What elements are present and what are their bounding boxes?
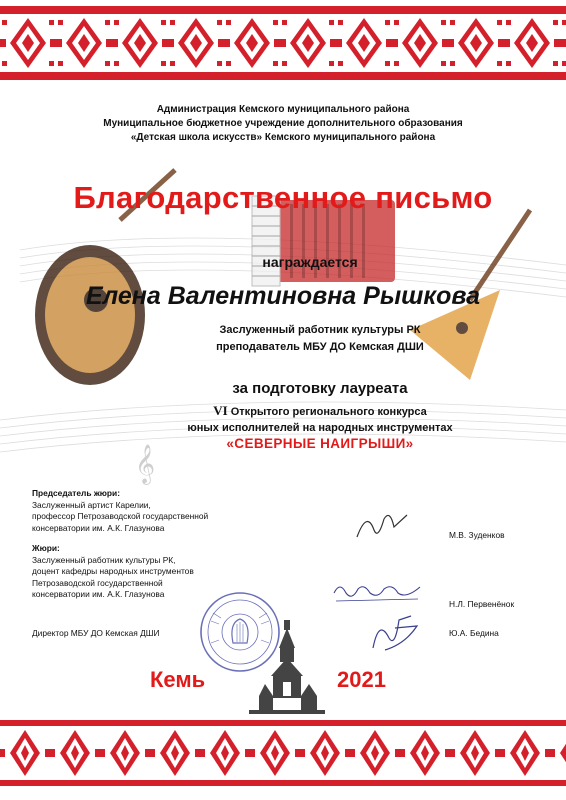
award-reason: за подготовку лауреата (232, 380, 408, 397)
jury-chair-line: Заслуженный артист Карелии, (32, 499, 151, 510)
header-line: Муниципальное бюджетное учреждение дополнительного образования (103, 118, 463, 129)
bottom-ornament-band (0, 720, 566, 786)
footer-year: 2021 (337, 667, 386, 692)
chair-signature-image (352, 505, 412, 545)
jury-chair-label: Председатель жюри: (32, 488, 120, 498)
jury-member-block (32, 543, 194, 601)
jury-member-line: доцент кафедры народных инструментов (32, 566, 194, 577)
recipient-name: Елена Валентиновна Рышкова (85, 282, 481, 310)
jury-member-line: Заслуженный работник культуры РК, (32, 554, 176, 565)
contest-line (100, 403, 540, 420)
rank-line: преподаватель МБУ ДО Кемская ДШИ (216, 341, 424, 353)
member-signer-name: Н.Л. Первенёнок (449, 599, 515, 609)
document-title: Благодарственное письмо (73, 180, 493, 215)
contest-name: «СЕВЕРНЫЕ НАИГРЫШИ» (226, 436, 414, 451)
jury-chair-line: консерватории им. А.К. Глазунова (32, 522, 165, 533)
jury-chair-line: профессор Петрозаводской государственной (32, 511, 209, 522)
issuer-header (0, 103, 566, 145)
jury-member-label: Жюри: (32, 543, 60, 553)
contest-line: юных исполнителей на народных инструментах (187, 422, 453, 434)
contest-description (100, 403, 540, 436)
svg-text:𝄞: 𝄞 (135, 444, 156, 484)
header-line: Администрация Кемского муниципального района (156, 104, 410, 115)
chair-signer-name: М.В. Зуденков (449, 530, 505, 540)
header-line: «Детская школа искусств» Кемского муниципального района (130, 132, 436, 143)
jury-member-line: Петрозаводской государственной (32, 577, 163, 588)
jury-chair-block (32, 488, 208, 534)
director-signature-image (365, 608, 425, 656)
awarded-label: награждается (262, 254, 358, 270)
contest-number: VI (213, 403, 228, 418)
footer-city: Кемь (150, 667, 206, 692)
rank-line: Заслуженный работник культуры РК (219, 324, 421, 336)
recipient-rank (100, 322, 540, 356)
director-label: Директор МБУ ДО Кемская ДШИ (32, 628, 160, 638)
member-signature-image (330, 575, 425, 607)
director-signer-name: Ю.А. Бедина (449, 628, 499, 638)
jury-member-line: консерватории им. А.К. Глазунова (32, 589, 165, 600)
top-ornament-band (0, 6, 566, 80)
contest-line-rest: Открытого регионального конкурса (227, 406, 427, 418)
wooden-church-image (245, 618, 329, 716)
